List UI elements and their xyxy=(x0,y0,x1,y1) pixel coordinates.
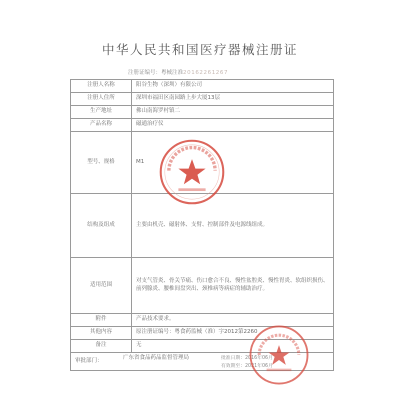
model-spec-value: M1 xyxy=(132,132,334,194)
registrant-value: 阳谷生物（深圳）有限公司 xyxy=(132,80,334,93)
remark-label: 备注 xyxy=(71,340,132,353)
structure-label: 结构及组成 xyxy=(71,194,132,258)
approval-date-label: 批准日期： xyxy=(221,356,245,361)
production-address-value: 佛山南海罗村镇二 xyxy=(132,106,334,119)
registration-number-label: 注册证编号：粤械注准 xyxy=(128,70,184,76)
approval-authority: 广东省食品药品监督管理局 xyxy=(123,355,190,361)
certificate-title: 中华人民共和国医疗器械注册证 xyxy=(101,42,298,57)
authority-seal-stamp xyxy=(248,324,310,386)
attachment-label: 附件 xyxy=(71,314,132,327)
model-spec-label: 型号、规格 xyxy=(71,132,132,194)
remark-value: 无 xyxy=(132,340,334,353)
approval-label: 审批部门： xyxy=(75,357,103,364)
registration-number xyxy=(128,68,228,76)
company-seal-stamp xyxy=(158,138,226,206)
valid-until-label: 有效期至： xyxy=(221,363,245,369)
registration-number-value: 20162261267 xyxy=(183,70,229,76)
registrant-address-label: 注册人住所 xyxy=(71,93,132,106)
row-registrant-address xyxy=(71,93,334,106)
structure-value: 主要由机壳、磁射体、支臂、控制部件及电源线组成。 xyxy=(132,194,334,258)
row-production-address xyxy=(71,106,334,119)
registrant-address-value: 深圳市福田区南园路上步大厦13层 xyxy=(132,93,334,106)
row-scope xyxy=(71,258,334,314)
row-registrant xyxy=(71,80,334,93)
scope-value: 对支气管炎、骨关节痛、伤口愈合不良、慢性盆腔炎、慢性胃炎、软组织损伤、前列腺炎、腰椎间盘突出、颈椎病等病症的辅助治疗。 xyxy=(132,258,334,314)
scope-label: 适用范围 xyxy=(71,258,132,314)
production-address-label: 生产地址 xyxy=(71,106,132,119)
row-product-name xyxy=(71,119,334,132)
product-name-label: 产品名称 xyxy=(71,119,132,132)
registrant-label: 注册人名称 xyxy=(71,80,132,93)
attachment-value: 产品技术要求。 xyxy=(132,314,334,327)
supersedes-label: 原注册证编号： xyxy=(136,329,175,336)
supersedes-value: 粤食药监械（准）字2012第2260 xyxy=(174,329,258,336)
product-name-value: 磁通治疗仪 xyxy=(132,119,334,132)
other-label: 其他内容 xyxy=(71,327,132,340)
approval-date: 2016年06月 xyxy=(245,356,273,361)
valid-until: 2021年06月 xyxy=(245,363,273,369)
